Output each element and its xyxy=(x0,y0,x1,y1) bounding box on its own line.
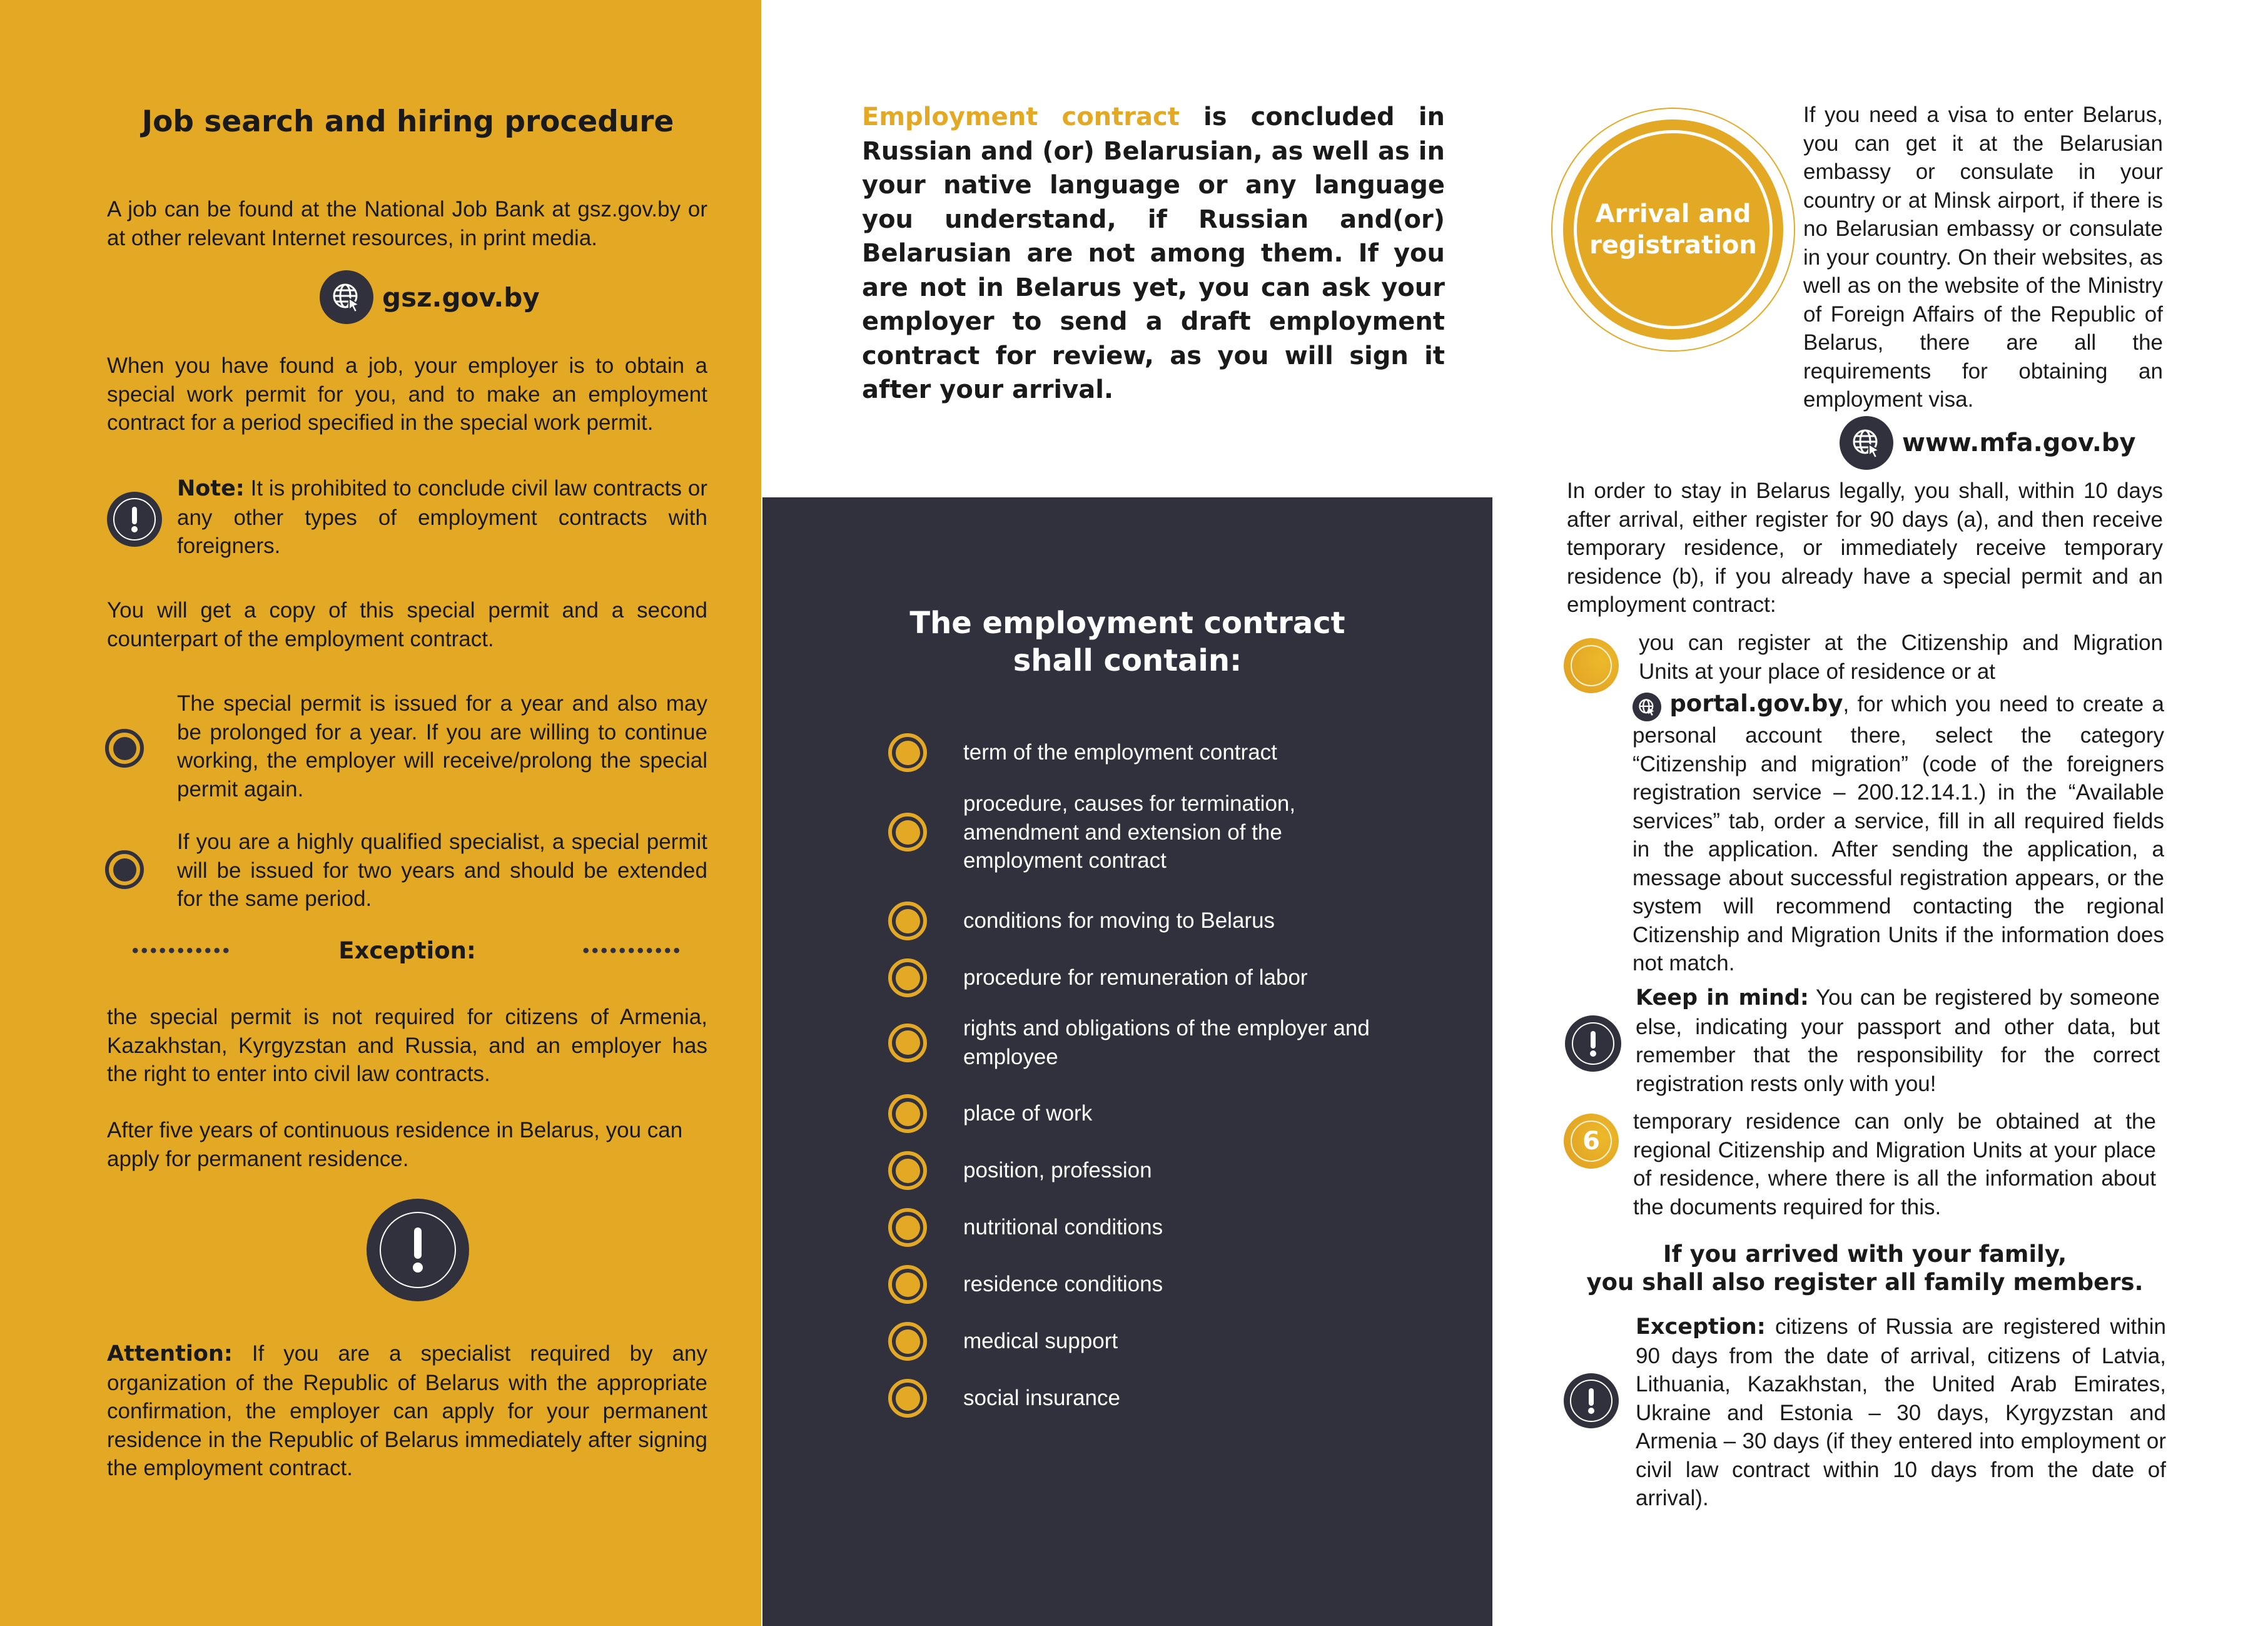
target-bullet-icon xyxy=(888,1208,927,1247)
exception-exclamation-icon xyxy=(1564,1373,1619,1428)
family-note-line2: you shall also register all family members. xyxy=(1586,1269,2144,1296)
globe-cursor-icon-glyph xyxy=(1850,427,1883,459)
gsz-link[interactable] xyxy=(320,270,540,324)
employment-contract-intro xyxy=(862,100,1445,407)
list-item-label: term of the employment contract xyxy=(963,740,1277,765)
list-item-label: nutritional conditions xyxy=(963,1215,1163,1240)
target-bullet-icon xyxy=(888,1024,927,1062)
portal-text: , for which you need to create a personal account there, select the category “Citizenship and migration” (code of the foreigners registration service – 200.12.14.1.) in the “Available services” tab, order a service, fill in all required fields in the application. After sending the application, a message about successful registration appears, or the system will recommend contacting the regional Citizenship and Migration Units if the information does not match. xyxy=(1633,692,2164,975)
registration-exception-text xyxy=(1636,1313,2166,1513)
portal-link[interactable]: portal.gov.by xyxy=(1669,690,1843,717)
panel-title xyxy=(762,604,1492,679)
list-item xyxy=(888,1151,1451,1190)
target-bullet-icon xyxy=(105,729,144,768)
list-item-label: social insurance xyxy=(963,1386,1120,1411)
visa-text: If you need a visa to enter Belarus, you can get it at the Belarusian embassy or consulate in your country or at Minsk airport, if there is no Belarusian embassy or consulate in your country. On their websites, as well as on the website of the Ministry of Foreign Affairs of the Republic of Belarus, there are all the requirements for obtaining an employment visa. xyxy=(1803,103,2163,412)
keep-in-mind-exclamation-icon xyxy=(1565,1015,1621,1072)
registration-a-badge-ring xyxy=(1571,645,1612,686)
list-item xyxy=(888,1208,1451,1247)
employer-paragraph: When you have found a job, your employer is to obtain a special work permit for you, and to make an employment contract for a period specified in the special work permit. xyxy=(107,353,707,435)
list-item-label: conditions for moving to Belarus xyxy=(963,908,1275,933)
globe-cursor-icon xyxy=(1633,693,1661,721)
registration-exception-label: Exception: xyxy=(1636,1314,1766,1339)
list-item-label: medical support xyxy=(963,1329,1118,1354)
list-item xyxy=(888,1322,1451,1361)
registration-a-badge xyxy=(1564,638,1619,693)
list-item-label: procedure for remuneration of labor xyxy=(963,965,1308,990)
registration-exception-body: citizens of Russia are registered within 90 days from the date of arrival, citizens of Latvia, Lithuania, Kazakhstan, the United Arab Emirates, Ukraine and Estonia – 30 days, Kyrgyzstan and Armenia – 30 days (if they entered into employment or civil law contract within 10 days from the date of arrival). xyxy=(1636,1314,2166,1510)
list-item xyxy=(888,958,1451,997)
left-title: Job search and hiring procedure xyxy=(141,104,674,139)
target-bullet-icon xyxy=(888,958,927,997)
exception-text: the special permit is not required for citizens of Armenia, Kazakhstan, Kyrgyzstan and Russia, and an employer has the right to enter into civil law contracts. xyxy=(107,1005,707,1086)
note-exclamation-icon xyxy=(107,492,162,547)
permanent-residence-text: After five years of continuous residence in Belarus, you can apply for permanent residence. xyxy=(107,1118,683,1171)
target-bullet-icon xyxy=(888,902,927,940)
exception-heading: Exception: xyxy=(338,937,476,964)
arrival-badge-line2: registration xyxy=(1589,231,1757,260)
note-text xyxy=(177,474,707,561)
list-item-label: residence conditions xyxy=(963,1272,1163,1297)
family-note xyxy=(1567,1240,2163,1296)
arrival-badge-line1: Arrival and xyxy=(1595,200,1751,228)
target-bullet-icon xyxy=(888,1094,927,1133)
mfa-link-text[interactable]: www.mfa.gov.by xyxy=(1902,429,2136,457)
family-note-line1: If you arrived with your family, xyxy=(1663,1241,2067,1268)
panel-title-line2: shall contain: xyxy=(1013,643,1242,678)
note-body: It is prohibited to conclude civil law contracts or any other types of employment contracts with foreigners. xyxy=(177,476,707,558)
dotted-line-left: ••••••••••• xyxy=(132,940,232,961)
list-item-label: position, profession xyxy=(963,1158,1152,1183)
keep-in-mind-text xyxy=(1636,983,2160,1098)
target-bullet-icon xyxy=(888,733,927,772)
list-item-label: place of work xyxy=(963,1101,1093,1126)
exception-divider xyxy=(107,937,707,964)
intro-highlight: Employment contract xyxy=(862,103,1180,131)
list-item xyxy=(888,790,1451,875)
bullet-permit-year: The special permit is issued for a year and also may be prolonged for a year. If you are willing to continue working, the employer will receive/prolong the special permit again. xyxy=(177,691,707,801)
list-item xyxy=(888,1094,1451,1133)
portal-paragraph xyxy=(1633,689,2164,978)
temporary-residence-badge-number: 6 xyxy=(1571,1120,1612,1162)
list-item xyxy=(888,733,1451,772)
list-item xyxy=(888,1014,1451,1071)
attention-text xyxy=(107,1339,707,1483)
temporary-residence-badge xyxy=(1564,1114,1619,1169)
attention-label: Attention: xyxy=(107,1341,233,1366)
panel-title-line1: The employment contract xyxy=(909,606,1345,641)
intro-rest: is concluded in Russian and (or) Belarusian, as well as in your native language or any language you understand, if Russian and(or) Belarusian are not among them. If you are not in Belarus yet, you can ask your employer to send a draft employment contract for review, as you will sign it after your arrival. xyxy=(862,103,1445,404)
list-item-label: rights and obligations of the employer and employee xyxy=(963,1016,1370,1069)
copy-paragraph: You will get a copy of this special permit and a second counterpart of the employment contract. xyxy=(107,598,707,651)
dotted-line-right: ••••••••••• xyxy=(582,940,682,961)
target-bullet-icon xyxy=(888,1379,927,1418)
note-label: Note: xyxy=(177,476,245,501)
keep-in-mind-body: You can be registered by someone else, indicating your passport and other data, but remember that the responsibility for the correct registration rests only with you! xyxy=(1636,985,2160,1096)
list-item xyxy=(888,1379,1451,1418)
arrival-badge xyxy=(1563,119,1783,340)
list-item-label: procedure, causes for termination, amendment and extension of the employment contract xyxy=(963,791,1296,873)
target-bullet-icon xyxy=(888,1265,927,1304)
attention-exclamation-icon xyxy=(367,1199,469,1301)
list-item xyxy=(888,1265,1451,1304)
attention-body: If you are a specialist required by any organization of the Republic of Belarus with the appropriate confirmation, the employer can apply for your permanent residence in the Republic of Belarus immediately after signing the employment contract. xyxy=(107,1341,707,1480)
target-bullet-icon xyxy=(888,813,927,851)
list-item xyxy=(888,902,1451,940)
globe-cursor-icon xyxy=(1840,416,1893,470)
target-bullet-icon xyxy=(888,1322,927,1361)
target-bullet-icon xyxy=(105,850,144,889)
mfa-link[interactable] xyxy=(1840,416,2136,470)
keep-in-mind-label: Keep in mind: xyxy=(1636,985,1809,1010)
target-bullet-icon xyxy=(888,1151,927,1190)
job-bank-intro: A job can be found at the National Job Bank at gsz.gov.by or at other relevant Internet resources, in print media. xyxy=(107,197,707,250)
globe-cursor-icon xyxy=(320,270,373,324)
stay-legally-text: In order to stay in Belarus legally, you shall, within 10 days after arrival, either register for 90 days (a), and then receive temporary residence, or immediately receive temporary residence (b), if you already have a special permit and an employment contract: xyxy=(1567,479,2163,617)
bullet-qualified-specialist: If you are a highly qualified specialist, a special permit will be issued for two years and should be extended for the same period. xyxy=(177,830,707,911)
register-text: you can register at the Citizenship and Migration Units at your place of residence or at xyxy=(1639,631,2163,684)
temporary-residence-text: temporary residence can only be obtained at the regional Citizenship and Migration Units at your place of residence, where there is all the information about the documents required for this. xyxy=(1633,1109,2156,1219)
gsz-link-text[interactable]: gsz.gov.by xyxy=(382,282,540,313)
globe-cursor-icon-glyph xyxy=(330,281,363,313)
